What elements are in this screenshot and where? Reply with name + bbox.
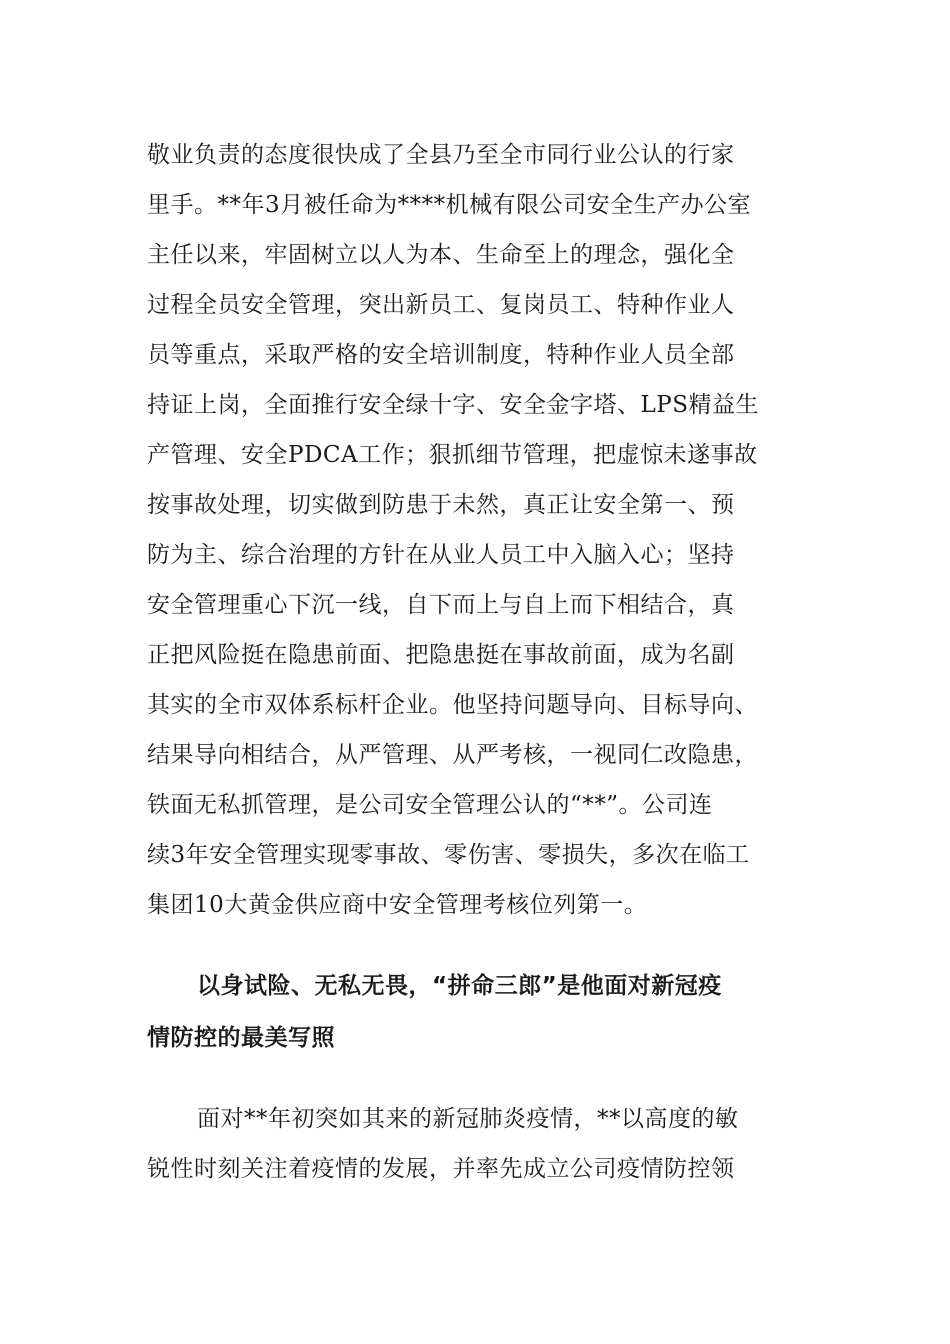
body-paragraph	[147, 130, 807, 930]
text-line: 铁面无私抓管理，是公司安全管理公认的“**”。公司连	[147, 792, 713, 818]
section-heading	[147, 960, 807, 1064]
text-line: 集团10大黄金供应商中安全管理考核位列第一。	[147, 892, 648, 918]
text-line: 安全管理重心下沉一线，自下而上与自上而下相结合，真	[147, 592, 735, 618]
text-line: 敬业负责的态度很快成了全县乃至全市同行业公认的行家	[147, 142, 735, 168]
body-paragraph	[147, 1094, 807, 1194]
text-line: 里手。**年3月被任命为****机械有限公司安全生产办公室	[147, 192, 752, 218]
heading-line: 以身试险、无私无畏，“拼命三郎”是他面对新冠疫	[197, 973, 722, 999]
text-line: 正把风险挺在隐患前面、把隐患挺在事故前面，成为名副	[147, 642, 735, 668]
text-line: 结果导向相结合，从严管理、从严考核，一视同仁改隐患，	[147, 742, 758, 768]
text-line: 其实的全市双体系标杆企业。他坚持问题导向、目标导向、	[147, 692, 758, 718]
text-line: 产管理、安全PDCA工作；狠抓细节管理，把虚惊未遂事故	[147, 442, 758, 468]
text-line: 防为主、综合治理的方针在从业人员工中入脑入心；坚持	[147, 542, 735, 568]
text-line: 过程全员安全管理，突出新员工、复岗员工、特种作业人	[147, 292, 735, 318]
text-line: 锐性时刻关注着疫情的发展，并率先成立公司疫情防控领	[147, 1156, 735, 1182]
heading-line: 情防控的最美写照	[147, 1025, 335, 1051]
text-line: 续3年安全管理实现零事故、零伤害、零损失，多次在临工	[147, 842, 750, 868]
text-line: 主任以来，牢固树立以人为本、生命至上的理念，强化全	[147, 242, 735, 268]
text-line: 按事故处理，切实做到防患于未然，真正让安全第一、预	[147, 492, 735, 518]
text-line: 员等重点，采取严格的安全培训制度，特种作业人员全部	[147, 342, 735, 368]
text-line: 持证上岗，全面推行安全绿十字、安全金字塔、LPS精益生	[147, 392, 760, 418]
text-line: 面对**年初突如其来的新冠肺炎疫情，**以高度的敏	[197, 1106, 739, 1132]
